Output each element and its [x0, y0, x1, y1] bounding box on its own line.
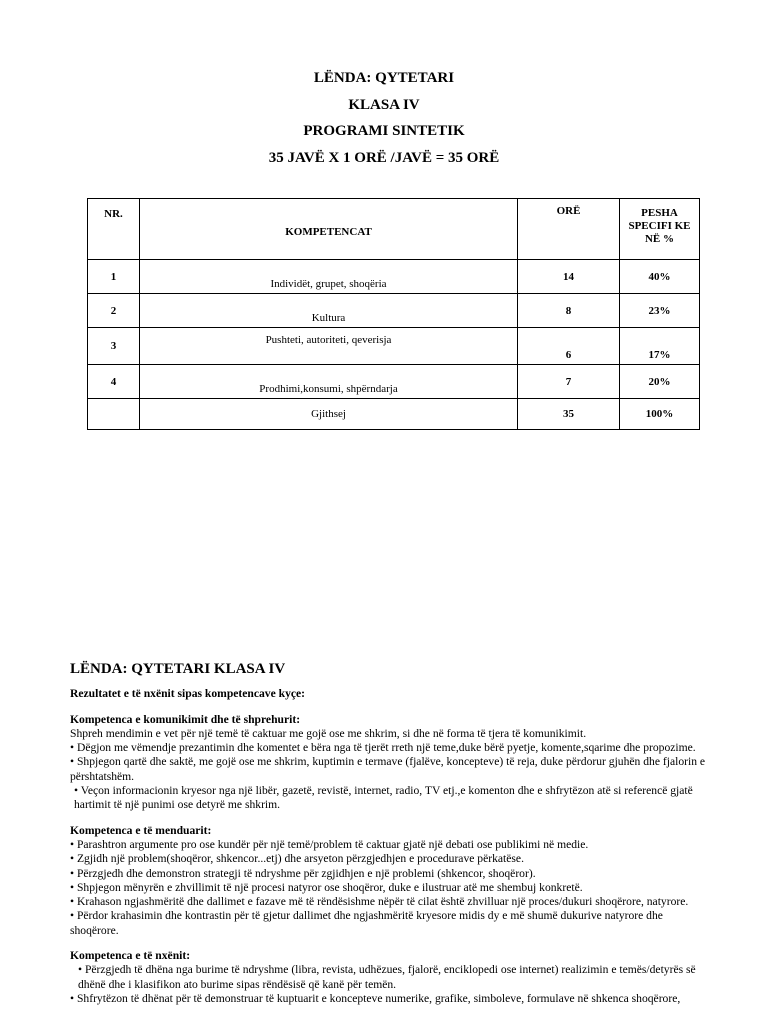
cell-name: Gjithsej [140, 399, 518, 430]
list-item: Shpreh mendimin e vet për një temë të caktuar me gojë ose me shkrim, si dhe në forma të tjera të komunikimit. [70, 726, 587, 740]
list-item: • Zgjidh një problem(shoqëror, shkencor...etj) dhe arsyeton përzgjedhjen e procedurave përkatëse. [70, 852, 524, 866]
header-ore: ORË [518, 199, 620, 260]
list-item: • Dëgjon me vëmendje prezantimin dhe komentet e bëra nga të tjerët rreth një teme,duke bërë pyetje, komente,sqarime dhe propozime. [70, 741, 696, 755]
header-kompetencat: KOMPETENCAT [140, 199, 518, 260]
class-title: KLASA IV [348, 96, 420, 113]
header-nr: NR. [88, 199, 140, 260]
table-total-row [88, 399, 700, 430]
cell-nr [88, 399, 140, 430]
cell-pesha: 20% [620, 365, 700, 399]
cell-name: Prodhimi,konsumi, shpërndarja [140, 365, 518, 399]
cell-ore: 14 [518, 260, 620, 294]
table-header-row [88, 199, 700, 260]
document-header [0, 68, 768, 174]
list-item: • Parashtron argumente pro ose kundër për një temë/problem të caktuar gjatë një debati ose publikimi në medie. [70, 837, 589, 851]
cell-name: Pushteti, autoriteti, qeverisja [140, 328, 518, 365]
hours-formula: 35 JAVË X 1 ORË /JAVË = 35 ORË [268, 149, 500, 166]
list-item: • Përzgjedh dhe demonstron strategji të ndryshme për zgjidhjen e një problemi (shkencor, shoqëror). [70, 866, 536, 880]
competence-communication-title: Kompetenca e komunikimit dhe të shprehurit: [70, 712, 301, 726]
table-row [88, 365, 700, 399]
cell-pesha: 100% [620, 399, 700, 430]
competence-learning-title: Kompetenca e të nxënit: [70, 949, 191, 963]
list-item: • Veçon informacionin kryesor nga një libër, gazetë, revistë, internet, radio, TV etj.,e komenton dhe e shfrytëzon atë si referencë gjatë hartimit të një punimi ose detyrë me shkrim. [74, 784, 693, 812]
cell-nr: 3 [88, 328, 140, 365]
cell-name: Individët, grupet, shoqëria [140, 260, 518, 294]
list-item: • Shpjegon qartë dhe saktë, me gojë ose me shkrim, kuptimin e termave (fjalëve, koncepteve) të reja, duke përdorur gjuhën dhe fjalorin e përshtatshëm. [70, 755, 706, 783]
section-title: LËNDA: QYTETARI KLASA IV [70, 661, 286, 677]
cell-pesha: 40% [620, 260, 700, 294]
cell-nr: 2 [88, 294, 140, 328]
cell-pesha: 23% [620, 294, 700, 328]
cell-ore: 35 [518, 399, 620, 430]
list-item: • Shpjegon mënyrën e zhvillimit të një procesi natyror ose shoqëror, duke e ilustruar atë me shembuj konkretë. [70, 880, 583, 894]
competencies-table [87, 198, 700, 430]
cell-name: Kultura [140, 294, 518, 328]
list-item: • Përzgjedh të dhëna nga burime të ndryshme (libra, revista, udhëzues, fjalorë, enciklopedi ose internet) realizimin e temës/detyrës së dhënë dhe i klasifikon ato burime sipas rëndësisë që kanë për temën. [78, 963, 696, 991]
table-row [88, 294, 700, 328]
cell-ore: 6 [518, 328, 620, 365]
subject-title: LËNDA: QYTETARI [313, 70, 455, 86]
table-row [88, 260, 700, 294]
list-item: • Krahason ngjashmëritë dhe dallimet e fazave më të rëndësishme nëpër të cilat është zhvilluar një proces/dukuri shoqërore, natyrore. [70, 895, 689, 909]
cell-nr: 4 [88, 365, 140, 399]
list-item: • Shfrytëzon të dhënat për të demonstruar të kuptuarit e koncepteve numerike, grafike, simboleve, formulave në shkenca shoqërore, [70, 991, 681, 1005]
learning-outcomes-section [70, 662, 710, 1006]
table-row [88, 328, 700, 365]
cell-nr: 1 [88, 260, 140, 294]
list-item: • Përdor krahasimin dhe kontrastin për të gjetur dallimet dhe ngjashmëritë kryesore midis dy e më shumë dukurive natyrore dhe shoqërore. [70, 909, 663, 937]
cell-ore: 8 [518, 294, 620, 328]
header-pesha: PESHA SPECIFI KE NË % [620, 199, 700, 260]
competence-thinking-title: Kompetenca e të menduarit: [70, 823, 212, 837]
program-title: PROGRAMI SINTETIK [303, 123, 465, 139]
cell-pesha: 17% [620, 328, 700, 365]
cell-ore: 7 [518, 365, 620, 399]
section-subtitle: Rezultatet e të nxënit sipas kompetencave kyçe: [70, 687, 306, 701]
